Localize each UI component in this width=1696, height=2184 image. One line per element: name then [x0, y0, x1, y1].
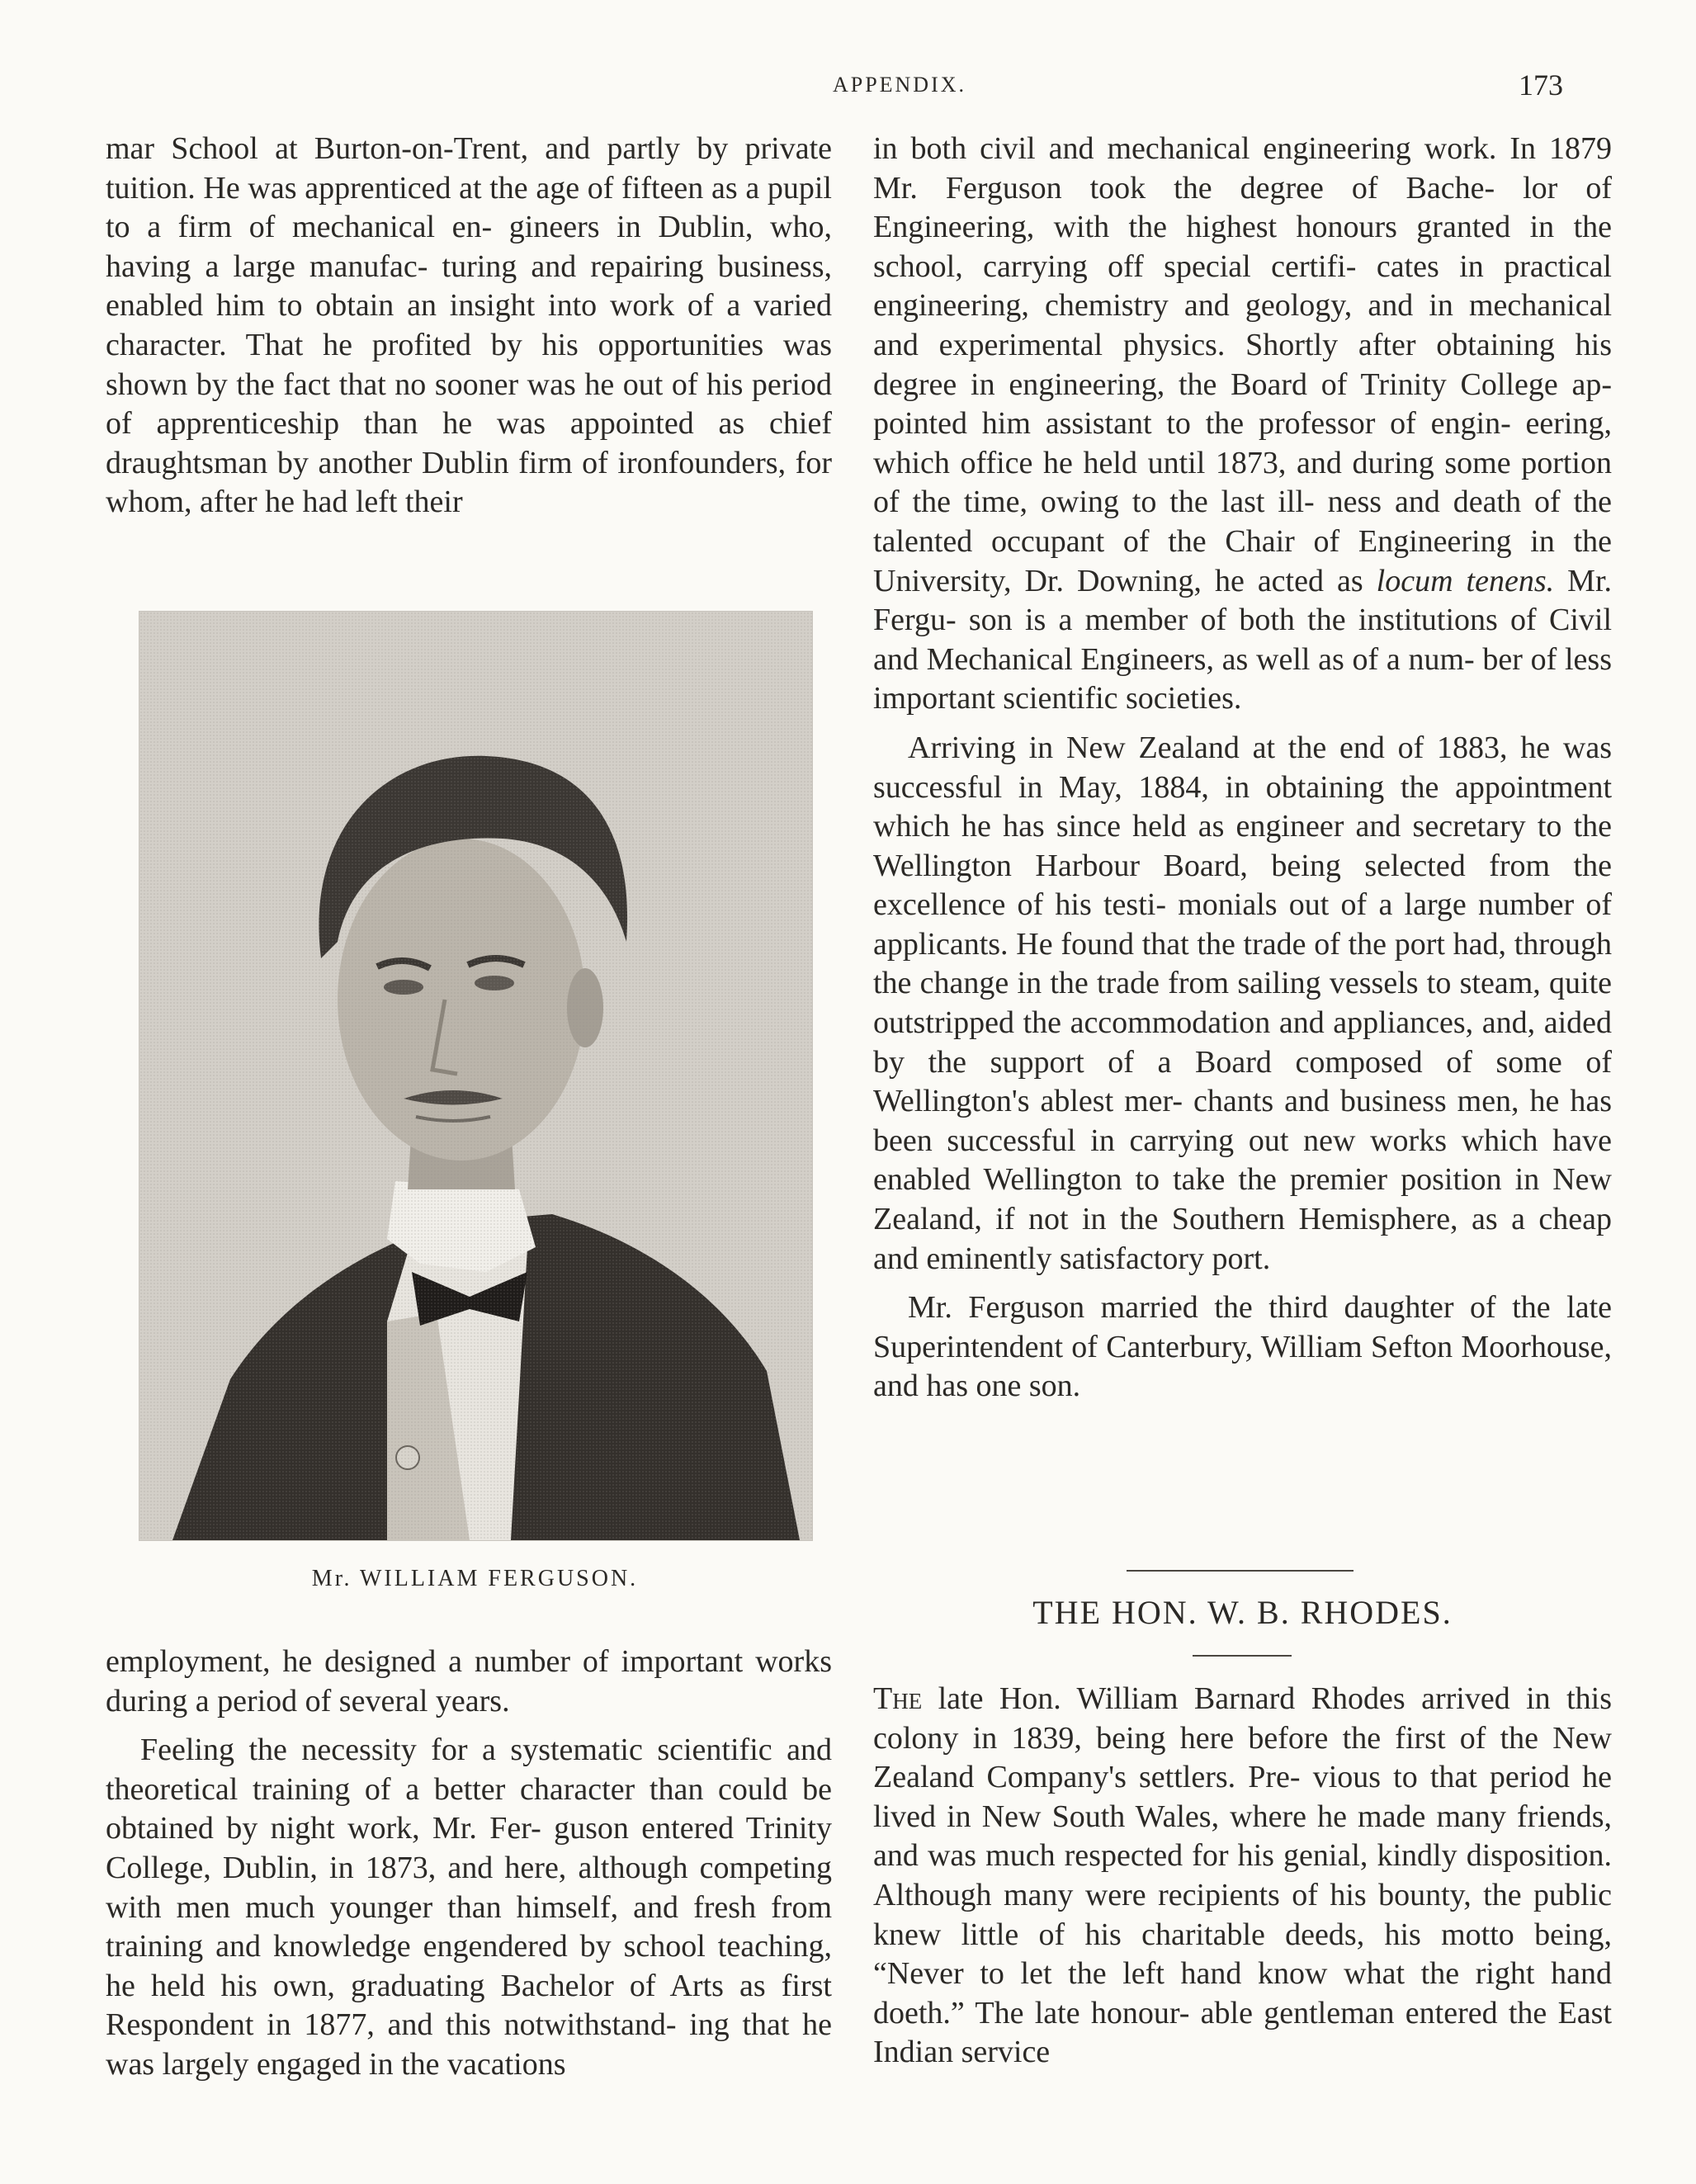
- paragraph: [873, 130, 1612, 719]
- paragraph: mar School at Burton-on-Trent, and partly by private tuition. He was apprenticed at the age of fifteen as a pupil to a firm of mechanical en- gineers in Dublin, who, having a large manufac- turing and repairing business, enabled him to obtain an insight into work of a varied character. That he profited by his opportunities was shown by the fact that no sooner was he out of his period of apprenticeship than he was appointed as chief draughtsman by another Dublin firm of ironfounders, for whom, after he had left their: [106, 131, 832, 520]
- paragraph: Arriving in New Zealand at the end of 1883, he was successful in May, 1884, in obtaining the appointment which he has since held as engineer and secretary to the Wellington Harbour Board, being selected from the excellence of his testi- monials out of a large number of applicants. He found that the trade of the port had, through the change in the trade from sailing vessels to steam, quite outstripped the accommodation and appliances, and, aided by the support of a Board composed of some of Wellington's ablest mer- chants and business men, he has been successful in carrying out new works which have enabled Wellington to take the premier position in New Zealand, if not in the Southern Hemisphere, as a cheap and eminently satisfactory port.: [873, 730, 1612, 1276]
- paragraph: Mr. Ferguson married the third daughter of the late Superintendent of Canterbury, William Sefton Moorhouse, and has one son.: [873, 1290, 1612, 1404]
- paragraph: employment, he designed a number of important works during a period of several years.: [106, 1644, 832, 1718]
- text-run: Mr. Fergu- son is a member of both the institutions of Civil and Mechanical Engineers, as well as of a num- ber of less important scientific societies.: [873, 563, 1612, 716]
- italic-term: locum tenens.: [1376, 563, 1555, 598]
- text-run: late Hon. William Barnard Rhodes arrived in this colony in 1839, being here before the first of the New Zealand Company's settlers. Pre- vious to that period he lived in New South Wales, where he made many friends, and was much respected for his genial, kindly disposition. Although many were recipients of his bounty, the public knew little of his charitable deeds, his motto being, “Never to let the left hand know what the right hand doeth.” The late honour- able gentleman entered the East Indian service: [873, 1681, 1612, 2070]
- section-divider: [1127, 1570, 1353, 1572]
- section-heading: THE HON. W. B. RHODES.: [1032, 1594, 1453, 1631]
- right-column-bottom: [873, 1680, 1612, 2073]
- running-header: APPENDIX.: [832, 73, 967, 97]
- paragraph: Feeling the necessity for a systematic scientific and theoretical training of a better character than could be obtained by night work, Mr. Fer- guson entered Trinity College, Dublin, in 1873, and here, although competing with men much younger than himself, and fresh from training and knowledge engendered by school teaching, he held his own, graduating Bachelor of Arts as first Respondent in 1877, and this notwithstand- ing that he was largely engaged in the vacations: [106, 1733, 832, 2082]
- figure-caption: Mr. WILLIAM FERGUSON.: [311, 1566, 639, 1591]
- lead-word: The: [873, 1681, 923, 1716]
- text-run: in both civil and mechanical engineering work. In 1879 Mr. Ferguson took the degree of Bache- lor of Engineering, with the highest honours granted in the school, carrying off special certifi- cates in practical engineering, chemistry and geology, and in mechanical and experimental physics. Shortly after obtaining his degree in engineering, the Board of Trinity College ap- pointed him assistant to the professor of engin- eering, which office he held until 1873, and during some portion of the time, owing to the last ill- ness and death of the talented occupant of the Chair of Engineering in the University, Dr. Downing, he acted as: [873, 131, 1612, 598]
- paragraph: [873, 1680, 1612, 2073]
- heading-underline: [1193, 1655, 1292, 1657]
- left-column-top: [106, 130, 832, 522]
- left-column-bottom: [106, 1643, 832, 2085]
- portrait-photo: [139, 611, 813, 1541]
- right-column-top: [873, 130, 1612, 1406]
- page-number: 173: [1519, 69, 1563, 102]
- portrait-illustration: [139, 612, 812, 1540]
